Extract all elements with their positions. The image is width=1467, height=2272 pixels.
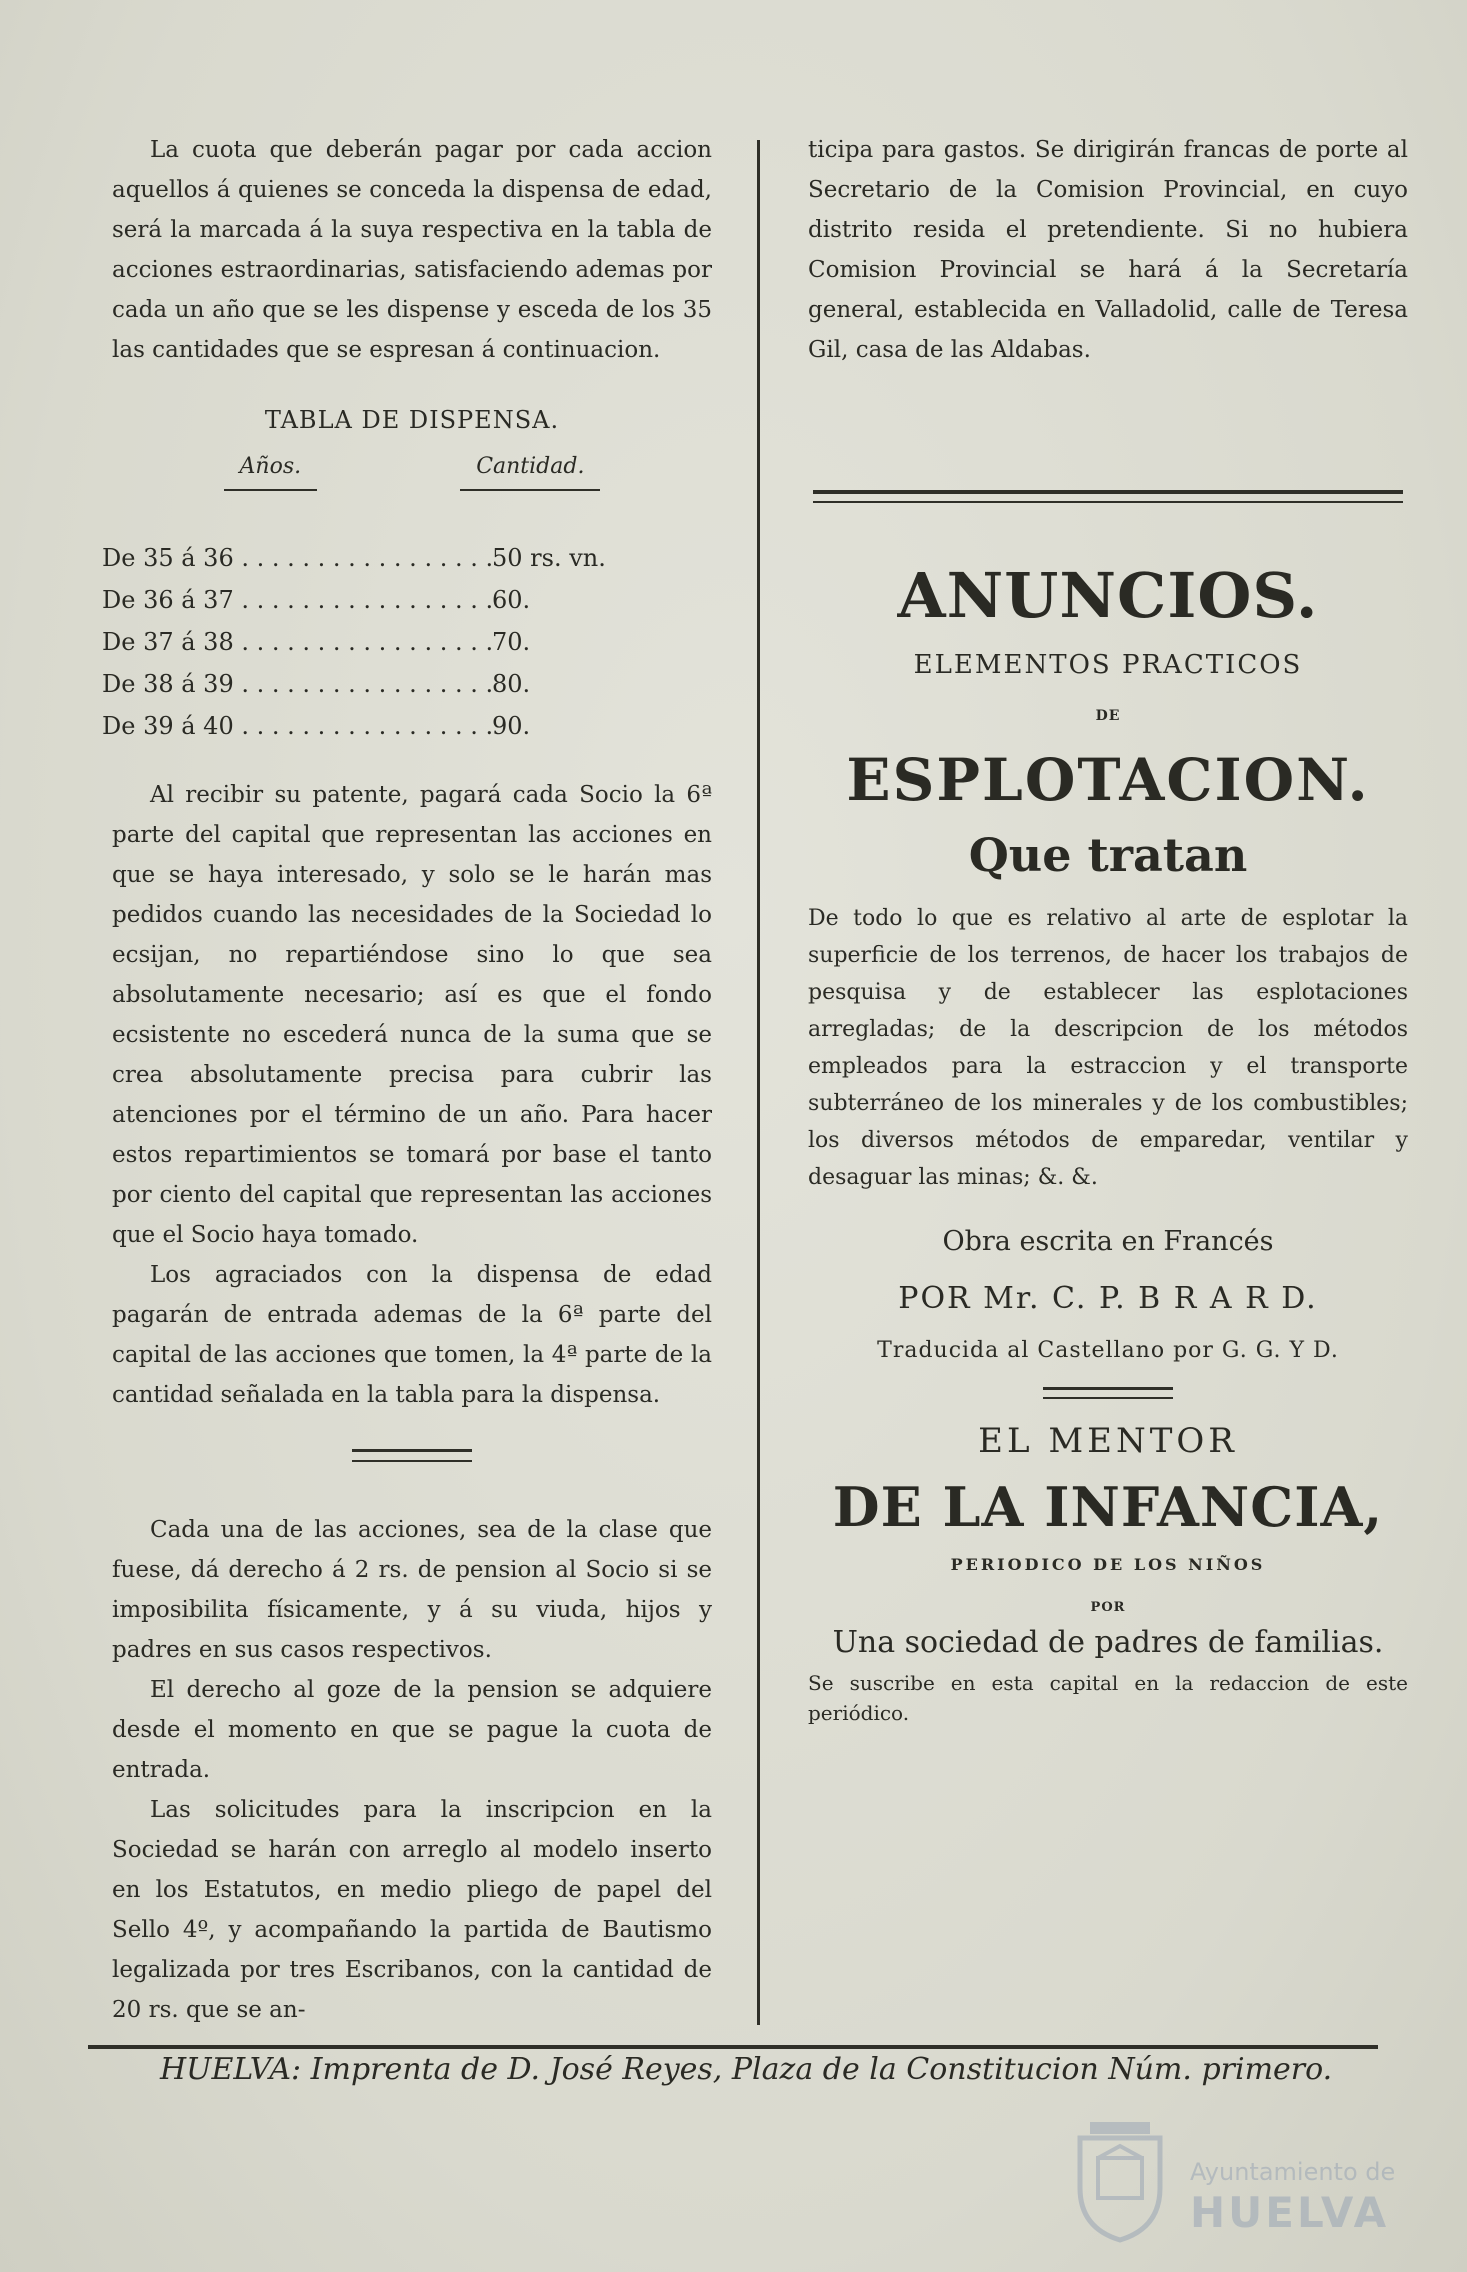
intro-paragraph: La cuota que deberán pagar por cada accion aquellos á quienes se conceda la dispensa de edad, será la marcada á la suya respectiva en la tabla de acciones estraordinarias, satisfaciendo ademas por cada un año que se les dispense y esceda de los 35 las cantidades que se espresan á continuacion. xyxy=(112,137,712,363)
footer-rule xyxy=(88,2045,1378,2049)
printer-imprint: HUELVA: Imprenta de D. José Reyes, Plaza de la Constitucion Núm. primero. xyxy=(160,2052,1333,2087)
table-row xyxy=(102,579,712,621)
table-row-amount: 90. xyxy=(492,712,531,740)
table-header-amount: Cantidad. xyxy=(460,454,600,491)
ad1-line1: ELEMENTOS PRACTICOS xyxy=(913,650,1303,680)
right-column xyxy=(808,130,1408,1728)
ad1-line2: DE xyxy=(1095,708,1121,724)
table-row-amount: 70. xyxy=(492,628,531,656)
table-header-years: Años. xyxy=(224,454,318,491)
table-row-amount: 60. xyxy=(492,586,531,614)
ad1-subtitle: Que tratan xyxy=(968,828,1248,882)
table-row xyxy=(102,663,712,705)
dispensa-table xyxy=(102,537,712,747)
continuation-paragraph: ticipa para gastos. Se dirigirán francas de porte al Secretario de la Comision Provincial, en cuyo distrito resida el pretendiente. Si no hubiera Comision Provincial se hará á la Secretaría general, establecida en Valladolid, calle de Teresa Gil, casa de las Aldabas. xyxy=(808,137,1408,363)
table-row-range: De 36 á 37 . . . xyxy=(102,579,492,621)
table-row-amount: 50 rs. vn. xyxy=(492,544,606,572)
left-column xyxy=(102,130,712,2030)
derecho-paragraph: El derecho al goze de la pension se adquiere desde el momento en que se pague la cuota de entrada. xyxy=(112,1677,712,1783)
ad2-title1: EL MENTOR xyxy=(978,1421,1238,1461)
table-row xyxy=(102,705,712,747)
ad1-translation: Traducida al Castellano por G. G. Y D. xyxy=(877,1338,1339,1363)
ad2-por: POR xyxy=(1090,1600,1126,1615)
coat-of-arms-icon xyxy=(1070,2118,1170,2243)
ad1-description: De todo lo que es relativo al arte de esplotar la superficie de los terrenos, de hacer los trabajos de pesquisa y de establecer las esplotaciones arregladas; de la descripcion de los métodos empleados para la estraccion y el transporte subterráneo de los minerales y de los combustibles; los diversos métodos de emparedar, ventilar y desaguar las minas; &. &. xyxy=(808,906,1408,1190)
table-title: TABLA DE DISPENSA. xyxy=(264,406,560,434)
watermark-line2: HUELVA xyxy=(1190,2188,1390,2237)
table-row-range: De 35 á 36 . . . xyxy=(102,537,492,579)
table-row xyxy=(102,537,712,579)
section-divider xyxy=(352,1449,472,1462)
table-row xyxy=(102,621,712,663)
ad2-title2: DE LA INFANCIA, xyxy=(832,1475,1384,1539)
ad1-obra: Obra escrita en Francés xyxy=(942,1226,1274,1257)
ad1-author: POR Mr. C. P. B R A R D. xyxy=(898,1281,1318,1316)
table-row-amount: 80. xyxy=(492,670,531,698)
column-separator xyxy=(757,140,760,2025)
table-row-range: De 39 á 40 . . . xyxy=(102,705,492,747)
table-row-range: De 38 á 39 . . . xyxy=(102,663,492,705)
agraciados-paragraph: Los agraciados con la dispensa de edad pagarán de entrada ademas de la 6ª parte del capital de las acciones que tomen, la 4ª parte de la cantidad señalada en la tabla para la dispensa. xyxy=(112,1262,712,1408)
ad1-title: ESPLOTACION. xyxy=(846,746,1370,814)
pension-paragraph: Cada una de las acciones, sea de la clase que fuese, dá derecho á 2 rs. de pension al Socio si se imposibilita físicamente, y á su viuda, hijos y padres en sus casos respectivos. xyxy=(112,1517,712,1663)
ad2-sociedad: Una sociedad de padres de familias. xyxy=(832,1625,1384,1660)
watermark-line1: Ayuntamiento de xyxy=(1190,2158,1396,2186)
anuncios-heading: ANUNCIOS. xyxy=(897,559,1319,632)
solicitudes-paragraph: Las solicitudes para la inscripcion en la Sociedad se harán con arreglo al modelo inserto en los Estatutos, en medio pliego de papel del Sello 4º, y acompañando la partida de Bautismo legalizada por tres Escribanos, con la cantidad de 20 rs. que se an- xyxy=(112,1797,712,2023)
ad2-periodico: PERIODICO DE LOS NIÑOS xyxy=(950,1555,1266,1574)
ad2-suscribe: Se suscribe en esta capital en la redaccion de este periódico. xyxy=(808,1671,1408,1725)
table-row-range: De 37 á 38 . . . xyxy=(102,621,492,663)
patente-paragraph: Al recibir su patente, pagará cada Socio la 6ª parte del capital que representan las acciones en que se haya interesado, y solo se le harán mas pedidos cuando las necesidades de la Sociedad lo ecsijan, no repartiéndose sino lo que sea absolutamente necesario; así es que el fondo ecsistente no escederá nunca de la suma que se crea absolutamente precisa para cubrir las atenciones por el término de un año. Para hacer estos repartimientos se tomará por base el tanto por ciento del capital que representan las acciones que el Socio haya tomado. xyxy=(112,782,712,1248)
double-rule xyxy=(813,490,1403,503)
watermark xyxy=(1070,2110,1400,2250)
table-header xyxy=(112,454,712,491)
ad-divider xyxy=(1043,1387,1173,1399)
